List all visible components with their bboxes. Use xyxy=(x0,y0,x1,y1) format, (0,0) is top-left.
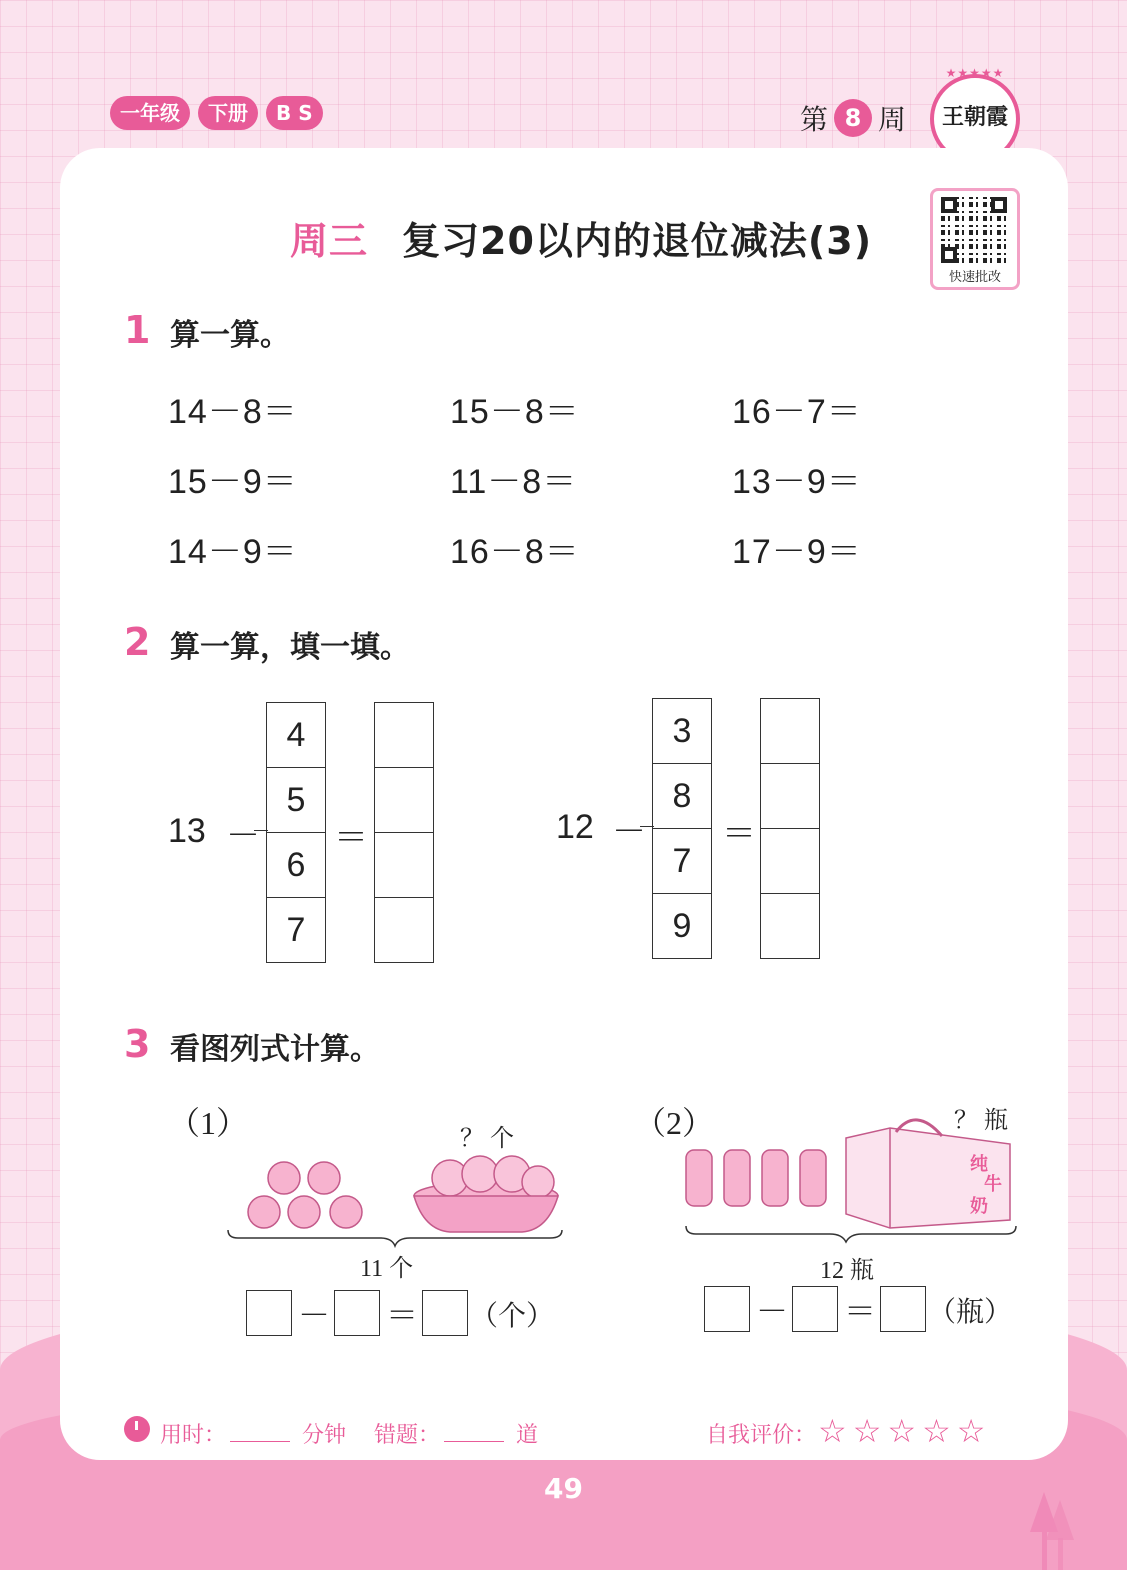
q2-subtrahend-column xyxy=(652,698,712,959)
q2-answer-column xyxy=(374,702,434,963)
q2-subtrahend-column xyxy=(266,702,326,963)
q1-equation: 15－9＝ xyxy=(168,463,298,501)
arrow-up-icon xyxy=(1046,1500,1074,1540)
q2-answer-box[interactable] xyxy=(761,829,819,894)
apples-illustration xyxy=(220,1150,570,1250)
q1-equation: 17－9＝ xyxy=(732,533,862,571)
q3-prompt: 看图列式计算。 xyxy=(170,1032,380,1067)
week-indicator xyxy=(800,98,906,138)
errors-unit: 道 xyxy=(516,1423,539,1448)
q2-prompt: 算一算，填一填。 xyxy=(170,630,410,665)
arrow-stem xyxy=(1058,1538,1063,1570)
q2-subtrahend: 9 xyxy=(672,907,692,945)
time-label: 用时： xyxy=(160,1423,227,1448)
logo-name: 王朝霞 xyxy=(941,104,1008,130)
q3-equals-sign: ＝ xyxy=(844,1293,877,1329)
qr-corner-icon xyxy=(941,247,957,263)
q1-equation: 16－7＝ xyxy=(732,393,862,431)
milk-box-text: 纯 xyxy=(970,1154,988,1175)
q1-equation: 11－8＝ xyxy=(450,463,578,501)
q2-subtrahend: 8 xyxy=(653,764,711,829)
q3-minus-sign: － xyxy=(298,1297,331,1333)
basket-icon xyxy=(414,1156,558,1232)
q1-equation: 13－9＝ xyxy=(732,463,862,501)
q3-answer-box[interactable] xyxy=(704,1286,750,1332)
week-number: 8 xyxy=(834,99,872,137)
rating-stars[interactable]: ☆☆☆☆☆ xyxy=(818,1412,992,1450)
milk-box-text: 奶 xyxy=(970,1196,988,1217)
q3-minus-sign: － xyxy=(756,1293,789,1329)
q3-number: 3 xyxy=(124,1022,151,1066)
q2-subtrahend: 7 xyxy=(653,829,711,894)
errors-blank[interactable] xyxy=(444,1441,504,1442)
q1-equation: 15－8＝ xyxy=(450,393,580,431)
volume-tag: 下册 xyxy=(198,96,258,130)
q2-equals-sign: ＝ xyxy=(722,815,756,853)
title-day: 周三 xyxy=(290,219,369,263)
q2-answer-column xyxy=(760,698,820,959)
q2-answer-box[interactable] xyxy=(375,768,433,833)
page-number: 49 xyxy=(544,1472,583,1505)
q3-answer-box[interactable] xyxy=(422,1290,468,1336)
week-prefix: 第 xyxy=(800,103,829,136)
q1-equation: 14－9＝ xyxy=(168,533,298,571)
q2-subtrahend: 5 xyxy=(267,768,325,833)
q2-subtrahend: 4 xyxy=(267,703,325,768)
q1-equation: 14－8＝ xyxy=(168,393,298,431)
q3-answer-box[interactable] xyxy=(246,1290,292,1336)
q2-answer-box[interactable] xyxy=(375,703,433,768)
milk-box-icon xyxy=(846,1120,1010,1228)
stopwatch-icon xyxy=(124,1416,150,1442)
q3-total-label: 11 个 xyxy=(360,1256,414,1282)
q3-unit: （瓶） xyxy=(928,1297,1013,1328)
edition-tag: B S xyxy=(266,96,323,130)
milk-box-text: 牛 xyxy=(984,1174,1002,1195)
apple-icon xyxy=(248,1162,362,1228)
milk-illustration xyxy=(680,1110,1025,1250)
milk-bottle-icon xyxy=(686,1150,826,1206)
qr-code[interactable] xyxy=(930,188,1020,290)
q2-subtrahend: 7 xyxy=(286,911,306,949)
q3-part-label: （1） xyxy=(168,1105,249,1141)
footer-stats xyxy=(160,1418,538,1449)
q1-number: 1 xyxy=(124,308,151,352)
q3-total-label: 12 瓶 xyxy=(820,1258,874,1284)
grade-tags xyxy=(110,96,323,130)
logo-stars-icon: ★★★★★ xyxy=(945,66,1005,80)
q2-answer-box[interactable] xyxy=(761,699,819,764)
q3-unit: （个） xyxy=(470,1301,555,1332)
self-eval-label: 自我评价： xyxy=(706,1423,817,1448)
q3-answer-box[interactable] xyxy=(334,1290,380,1336)
errors-label: 错题： xyxy=(374,1423,441,1448)
title-text: 复习20以内的退位减法(3) xyxy=(402,219,873,263)
q3-answer-box[interactable] xyxy=(880,1286,926,1332)
q3-question-label: ？ 个 xyxy=(460,1126,514,1152)
q2-answer-box[interactable] xyxy=(375,898,433,962)
time-blank[interactable] xyxy=(230,1441,290,1442)
q2-answer-box[interactable] xyxy=(761,894,819,958)
q2-minus-sign: － xyxy=(226,817,260,855)
q3-part-label: （2） xyxy=(634,1105,715,1141)
q2-answer-box[interactable] xyxy=(761,764,819,829)
q1-equation: 16－8＝ xyxy=(450,533,580,571)
q1-prompt: 算一算。 xyxy=(170,318,290,353)
week-suffix: 周 xyxy=(878,103,907,136)
q2-subtrahend: 3 xyxy=(653,699,711,764)
q2-minus-sign: － xyxy=(612,813,646,851)
page-title xyxy=(290,210,872,265)
qr-corner-icon xyxy=(991,197,1007,213)
q2-answer-box[interactable] xyxy=(375,833,433,898)
qr-corner-icon xyxy=(941,197,957,213)
q2-equals-sign: ＝ xyxy=(334,819,368,857)
q3-question-label: ？ 瓶 xyxy=(954,1108,1008,1134)
grade-tag: 一年级 xyxy=(110,96,190,130)
q2-minuend: 12 xyxy=(556,808,594,846)
q2-number: 2 xyxy=(124,620,151,664)
q3-answer-box[interactable] xyxy=(792,1286,838,1332)
q3-equals-sign: ＝ xyxy=(386,1297,419,1333)
q2-minuend: 13 xyxy=(168,812,206,850)
time-unit: 分钟 xyxy=(302,1423,347,1448)
q2-subtrahend: 6 xyxy=(267,833,325,898)
qr-label: 快速批改 xyxy=(948,270,1001,285)
